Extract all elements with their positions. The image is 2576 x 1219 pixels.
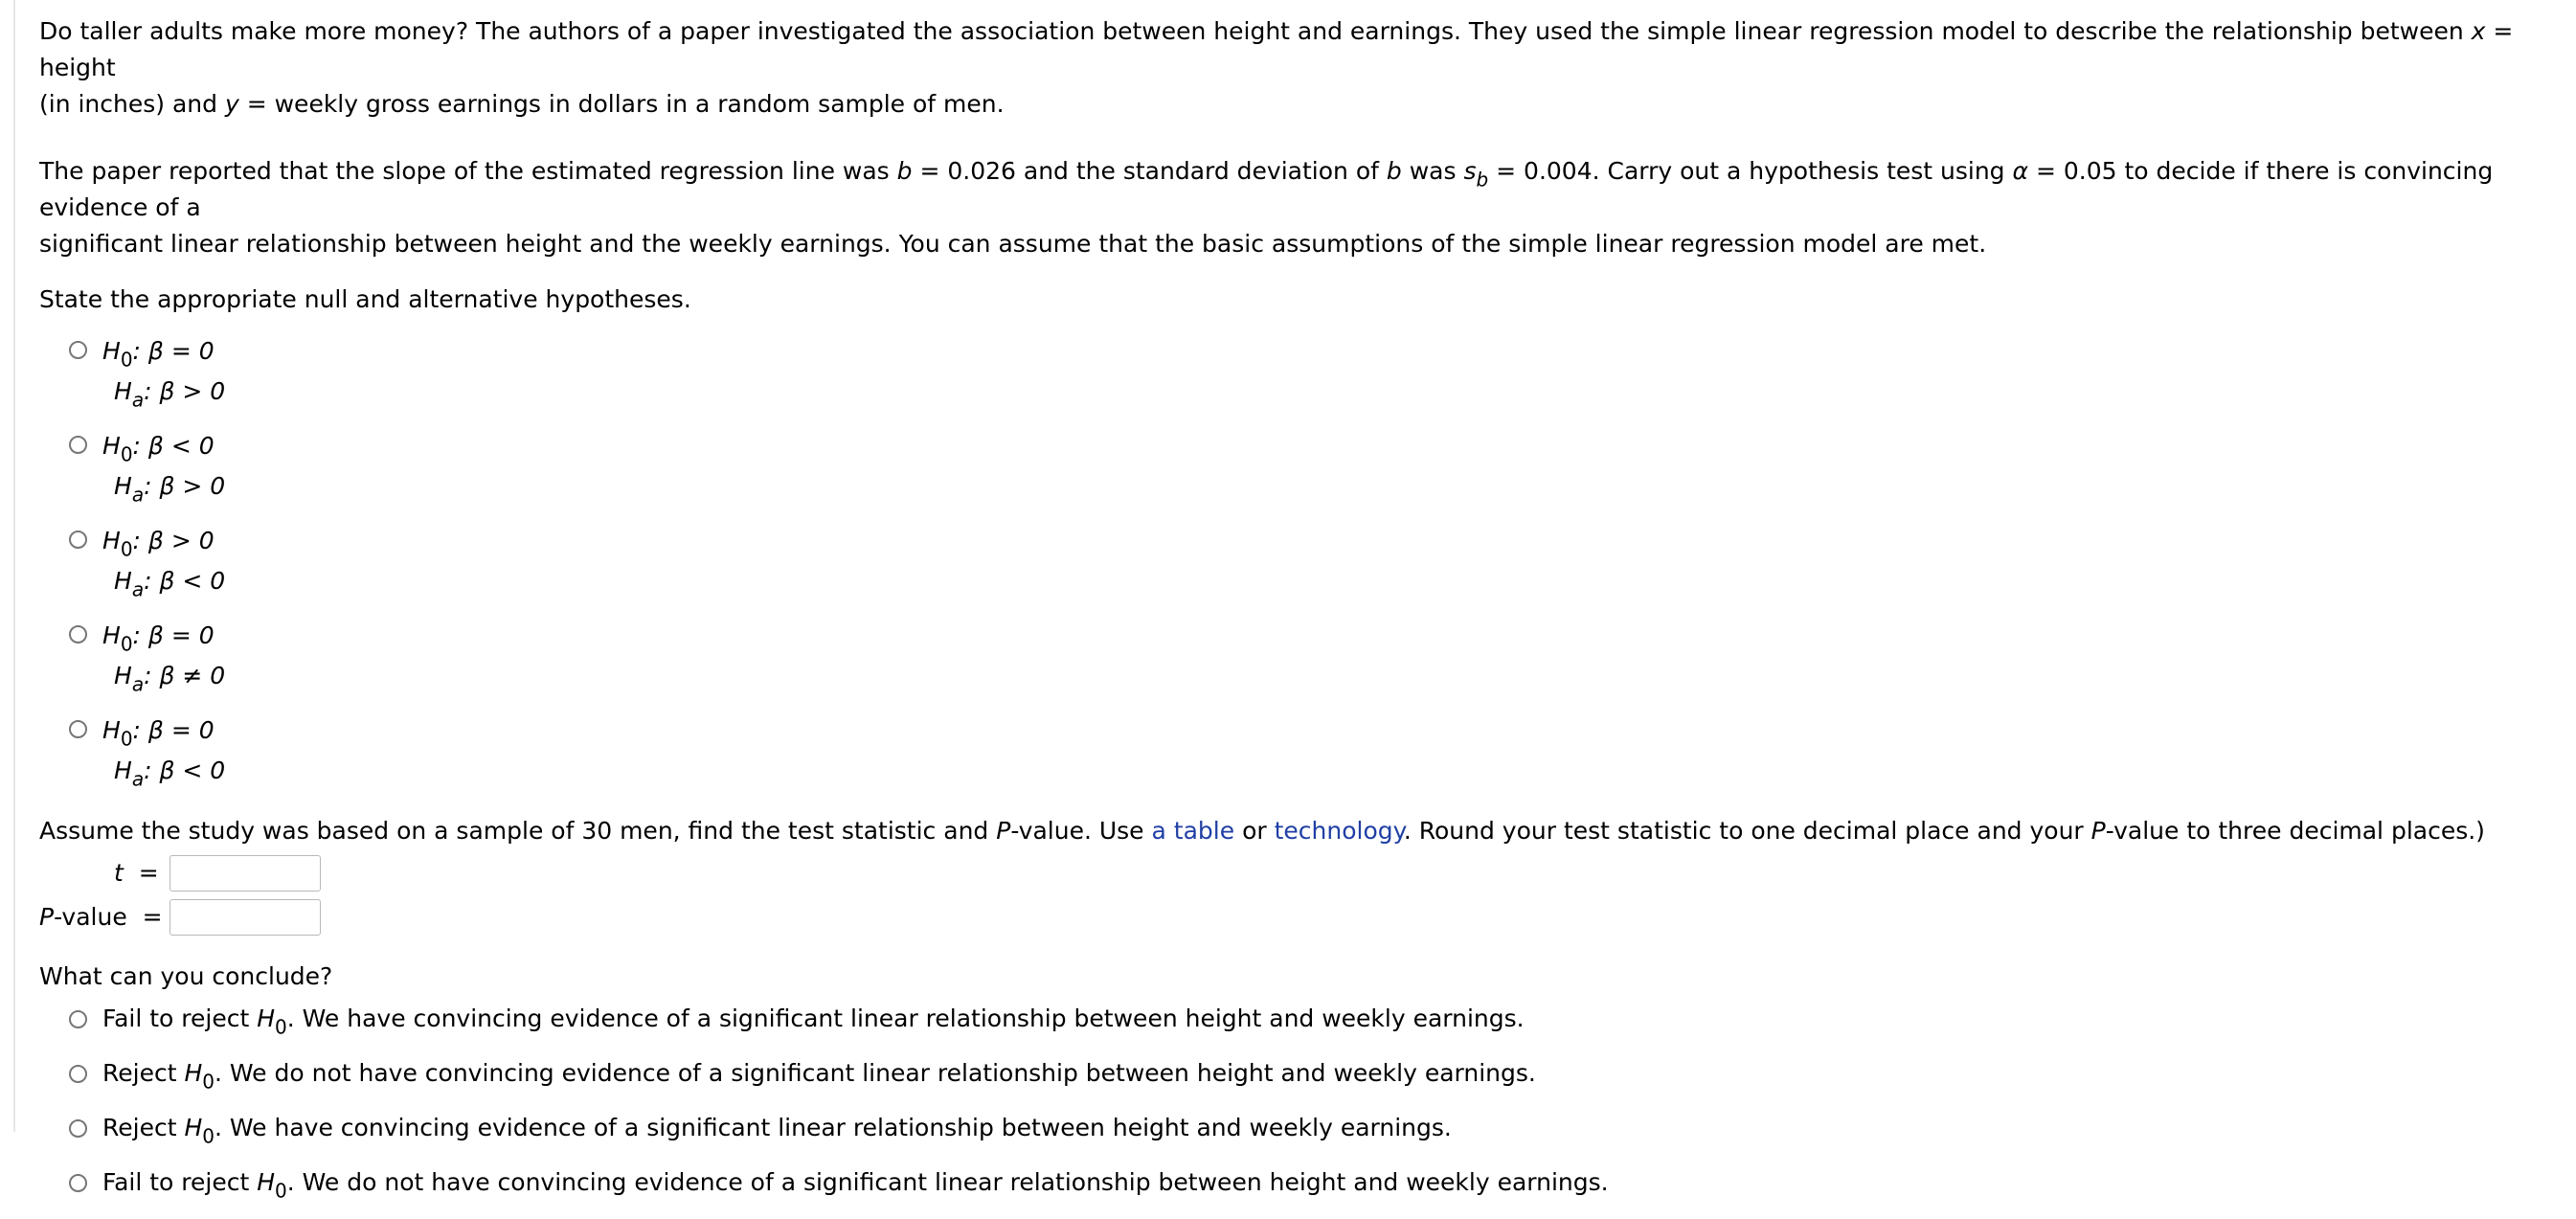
intro-paragraph — [39, 13, 2548, 123]
conclusion-text — [102, 1001, 1525, 1037]
conclusion-decision: Fail to reject — [102, 1168, 250, 1196]
conclusion-decision: Fail to reject — [102, 1005, 250, 1032]
alt-relation: : β ≠ 0 — [144, 662, 226, 689]
null-relation: : β = 0 — [132, 621, 215, 649]
sd-value-text: = 0.004. Carry out a hypothesis test using — [1496, 157, 2005, 185]
test-text-b: -value. Use — [1010, 817, 1144, 845]
conclusion-option[interactable] — [39, 1001, 2548, 1055]
null-hypothesis — [102, 618, 215, 654]
ha-symbol: H — [114, 472, 132, 500]
h0-symbol: H — [257, 1168, 276, 1196]
hypotheses-options — [39, 333, 2548, 807]
hypothesis-radio[interactable] — [69, 720, 87, 738]
slope-line-1 — [39, 153, 2548, 226]
p-italic: P — [996, 817, 1011, 845]
t-symbol: t — [114, 859, 124, 887]
hypothesis-option[interactable] — [39, 712, 2548, 807]
hypothesis-option[interactable] — [39, 523, 2548, 618]
question-content — [39, 13, 2548, 1219]
b-variable: b — [896, 157, 913, 185]
alt-hypothesis — [114, 753, 225, 789]
conclusion-statement: . We have convincing evidence of a significant linear relationship between height and weekly earnings. — [215, 1114, 1452, 1141]
p-value-input[interactable] — [169, 899, 321, 936]
s-variable: s — [1463, 157, 1477, 185]
null-hypothesis — [102, 523, 215, 559]
conclusion-radio[interactable] — [69, 1119, 87, 1138]
alt-hypothesis — [114, 373, 225, 410]
test-text-d: -value to three decimal places.) — [2105, 817, 2485, 845]
h0-subscript: 0 — [120, 442, 133, 466]
hypothesis-option[interactable] — [39, 428, 2548, 523]
ha-subscript: a — [131, 388, 145, 412]
conclusion-statement: . We do not have convincing evidence of a significant linear relationship between height and weekly earnings. — [286, 1168, 1609, 1196]
conclusion-text — [102, 1055, 1536, 1092]
null-relation: : β > 0 — [132, 527, 215, 554]
t-label — [114, 855, 159, 892]
x-variable: x — [2471, 17, 2486, 45]
h0-subscript: 0 — [120, 632, 133, 656]
t-equals: = — [138, 859, 159, 887]
hypotheses-prompt: State the appropriate null and alternative hypotheses. — [39, 285, 691, 313]
hypothesis-option[interactable] — [39, 618, 2548, 712]
slope-paragraph — [39, 153, 2548, 262]
p-value-row — [39, 895, 2548, 939]
intro-line-1 — [39, 13, 2548, 86]
x-definition: = height — [39, 17, 2514, 81]
alt-hypothesis — [114, 563, 225, 599]
ha-symbol: H — [114, 567, 132, 595]
h0-subscript: 0 — [202, 1124, 215, 1148]
test-text-c: . Round your test statistic to one decimal place and your — [1403, 817, 2084, 845]
conclusion-text — [102, 1164, 1609, 1201]
alt-relation: : β < 0 — [144, 567, 226, 595]
p-value-label — [39, 899, 163, 936]
ha-symbol: H — [114, 662, 132, 689]
conclusion-decision: Reject — [102, 1059, 177, 1087]
conclusion-radio[interactable] — [69, 1174, 87, 1192]
y-definition: = weekly gross earnings in dollars in a random sample of men. — [246, 90, 1005, 118]
null-hypothesis — [102, 712, 215, 749]
h0-subscript: 0 — [120, 348, 133, 372]
left-border-rule — [13, 0, 15, 1132]
h0-symbol: H — [184, 1059, 203, 1087]
hypothesis-radio[interactable] — [69, 436, 87, 454]
h0-subscript: 0 — [275, 1179, 287, 1203]
conclusion-option[interactable] — [39, 1110, 2548, 1164]
null-relation: : β = 0 — [132, 337, 215, 365]
ha-symbol: H — [114, 756, 132, 784]
test-or: or — [1242, 817, 1267, 845]
table-link[interactable]: a table — [1151, 817, 1235, 845]
alt-hypothesis — [114, 468, 225, 505]
h0-subscript: 0 — [275, 1015, 287, 1039]
y-variable: y — [224, 90, 239, 118]
p-symbol: P — [39, 903, 55, 931]
conclusion-option[interactable] — [39, 1164, 2548, 1219]
h0-symbol: H — [102, 621, 121, 649]
hypothesis-radio[interactable] — [69, 530, 87, 549]
null-hypothesis — [102, 428, 215, 464]
slope-value-text: = 0.026 and the standard deviation of — [919, 157, 1379, 185]
conclusion-text — [102, 1110, 1452, 1146]
p-italic-2: P — [2090, 817, 2106, 845]
t-statistic-row — [39, 851, 2548, 895]
ha-subscript: a — [131, 483, 145, 507]
alt-relation: : β < 0 — [144, 756, 226, 784]
conclusion-option[interactable] — [39, 1055, 2548, 1110]
null-relation: : β < 0 — [132, 432, 215, 460]
hypothesis-radio[interactable] — [69, 341, 87, 359]
conclusion-statement: . We do not have convincing evidence of a significant linear relationship between height and weekly earnings. — [215, 1059, 1536, 1087]
h0-subscript: 0 — [120, 537, 133, 561]
test-instructions — [39, 813, 2548, 849]
slope-line-2: significant linear relationship between height and the weekly earnings. You can assume that the basic assumptions of the simple linear regression model are met. — [39, 230, 1987, 258]
intro-text-1: Do taller adults make more money? The authors of a paper investigated the association between height and earnings. They used the simple linear regression model to describe the relationship between — [39, 17, 2464, 45]
h0-symbol: H — [184, 1114, 203, 1141]
alt-relation: : β > 0 — [144, 472, 226, 500]
test-text-a: Assume the study was based on a sample of 30 men, find the test statistic and — [39, 817, 989, 845]
slope-text-a: The paper reported that the slope of the estimated regression line was — [39, 157, 890, 185]
null-hypothesis — [102, 333, 215, 370]
h0-symbol: H — [102, 527, 121, 554]
h0-symbol: H — [257, 1005, 276, 1032]
conclusion-decision: Reject — [102, 1114, 177, 1141]
t-statistic-input[interactable] — [169, 855, 321, 892]
p-value-suffix: -value — [54, 903, 127, 931]
hypothesis-radio[interactable] — [69, 625, 87, 643]
conclusion-radio[interactable] — [69, 1010, 87, 1028]
null-relation: : β = 0 — [132, 716, 215, 744]
ha-subscript: a — [131, 577, 145, 601]
s-subscript: b — [1476, 168, 1489, 192]
p-equals: = — [142, 903, 163, 931]
conclusion-statement: . We have convincing evidence of a significant linear relationship between height and weekly earnings. — [286, 1005, 1525, 1032]
alpha-symbol: α — [2012, 157, 2028, 185]
h0-symbol: H — [102, 716, 121, 744]
ha-subscript: a — [131, 672, 145, 696]
slope-was: was — [1409, 157, 1457, 185]
alt-relation: : β > 0 — [144, 377, 226, 405]
alpha-value-text: = 0.05 to decide if there is convincing evidence of a — [39, 157, 2494, 221]
h0-subscript: 0 — [202, 1070, 215, 1094]
ha-symbol: H — [114, 377, 132, 405]
intro-line-2 — [39, 86, 2548, 123]
conclusion-radio[interactable] — [69, 1065, 87, 1083]
conclusion-prompt: What can you conclude? — [39, 962, 333, 990]
alt-hypothesis — [114, 658, 225, 694]
intro-text-2: (in inches) and — [39, 90, 218, 118]
technology-link[interactable]: technology — [1274, 817, 1404, 845]
b-variable-2: b — [1386, 157, 1402, 185]
h0-symbol: H — [102, 432, 121, 460]
h0-subscript: 0 — [120, 727, 133, 751]
h0-symbol: H — [102, 337, 121, 365]
ha-subscript: a — [131, 767, 145, 791]
hypothesis-option[interactable] — [39, 333, 2548, 428]
conclusion-options — [39, 1001, 2548, 1219]
